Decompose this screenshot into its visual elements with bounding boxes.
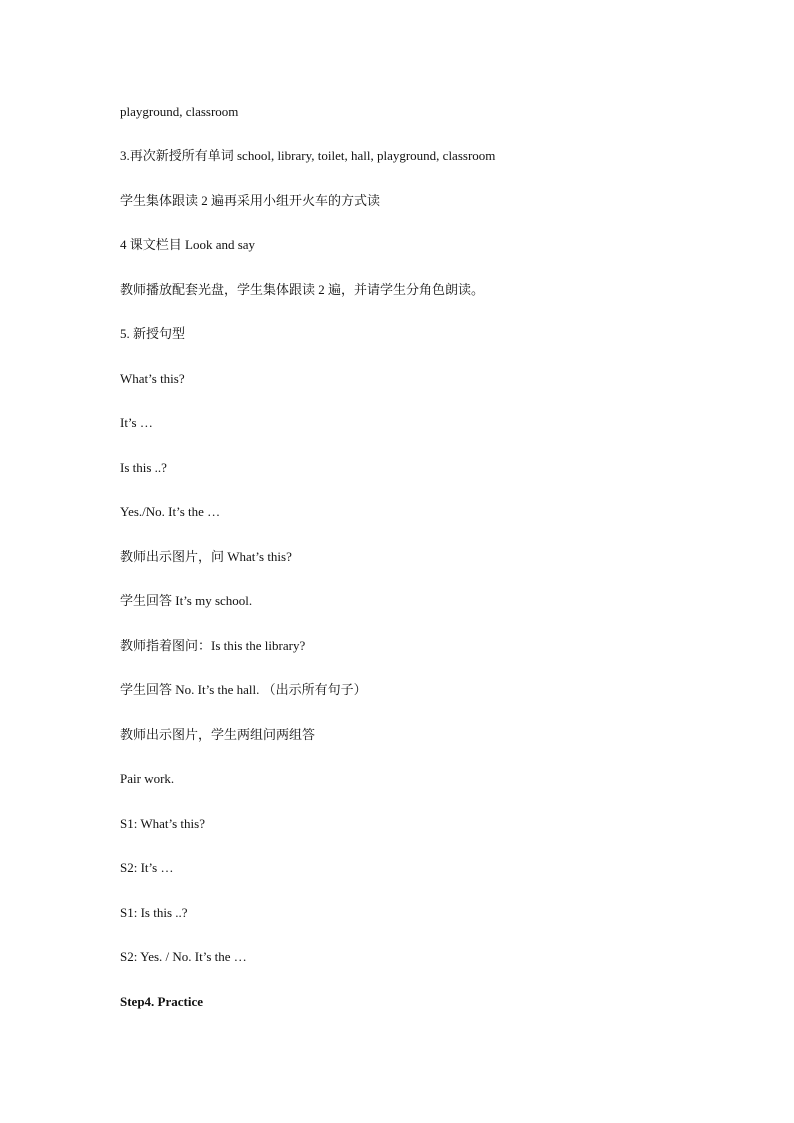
text-line: 4 课文栏目 Look and say bbox=[120, 237, 256, 252]
text-line: 教师出示图片，学生两组问两组答 bbox=[120, 727, 316, 742]
text-line: What’s this? bbox=[120, 371, 185, 386]
text-line: 3.再次新授所有单词 school, library, toilet, hall, playground, classroom bbox=[120, 148, 496, 163]
text-line: 学生回答 No. It’s the hall. （出示所有句子） bbox=[120, 682, 367, 697]
text-line: Yes./No. It’s the … bbox=[120, 504, 221, 519]
text-line: 教师出示图片，问 What’s this? bbox=[120, 549, 292, 564]
section-heading: Step4. Practice bbox=[120, 994, 204, 1009]
text-line: S1: What’s this? bbox=[120, 816, 205, 831]
text-line: 教师指着图问：Is this the library? bbox=[120, 638, 306, 653]
text-line: 教师播放配套光盘，学生集体跟读 2 遍，并请学生分角色朗读。 bbox=[120, 282, 485, 297]
text-line: playground, classroom bbox=[120, 104, 239, 119]
text-line: It’s … bbox=[120, 415, 153, 430]
text-line: 学生回答 It’s my school. bbox=[120, 593, 253, 608]
text-line: 5. 新授句型 bbox=[120, 326, 186, 341]
text-line: Is this ..? bbox=[120, 460, 167, 475]
text-line: S2: It’s … bbox=[120, 860, 174, 875]
text-line: Pair work. bbox=[120, 771, 175, 786]
text-line: S2: Yes. / No. It’s the … bbox=[120, 949, 247, 964]
text-line: 学生集体跟读 2 遍再采用小组开火车的方式读 bbox=[120, 193, 381, 208]
text-line: S1: Is this ..? bbox=[120, 905, 188, 920]
